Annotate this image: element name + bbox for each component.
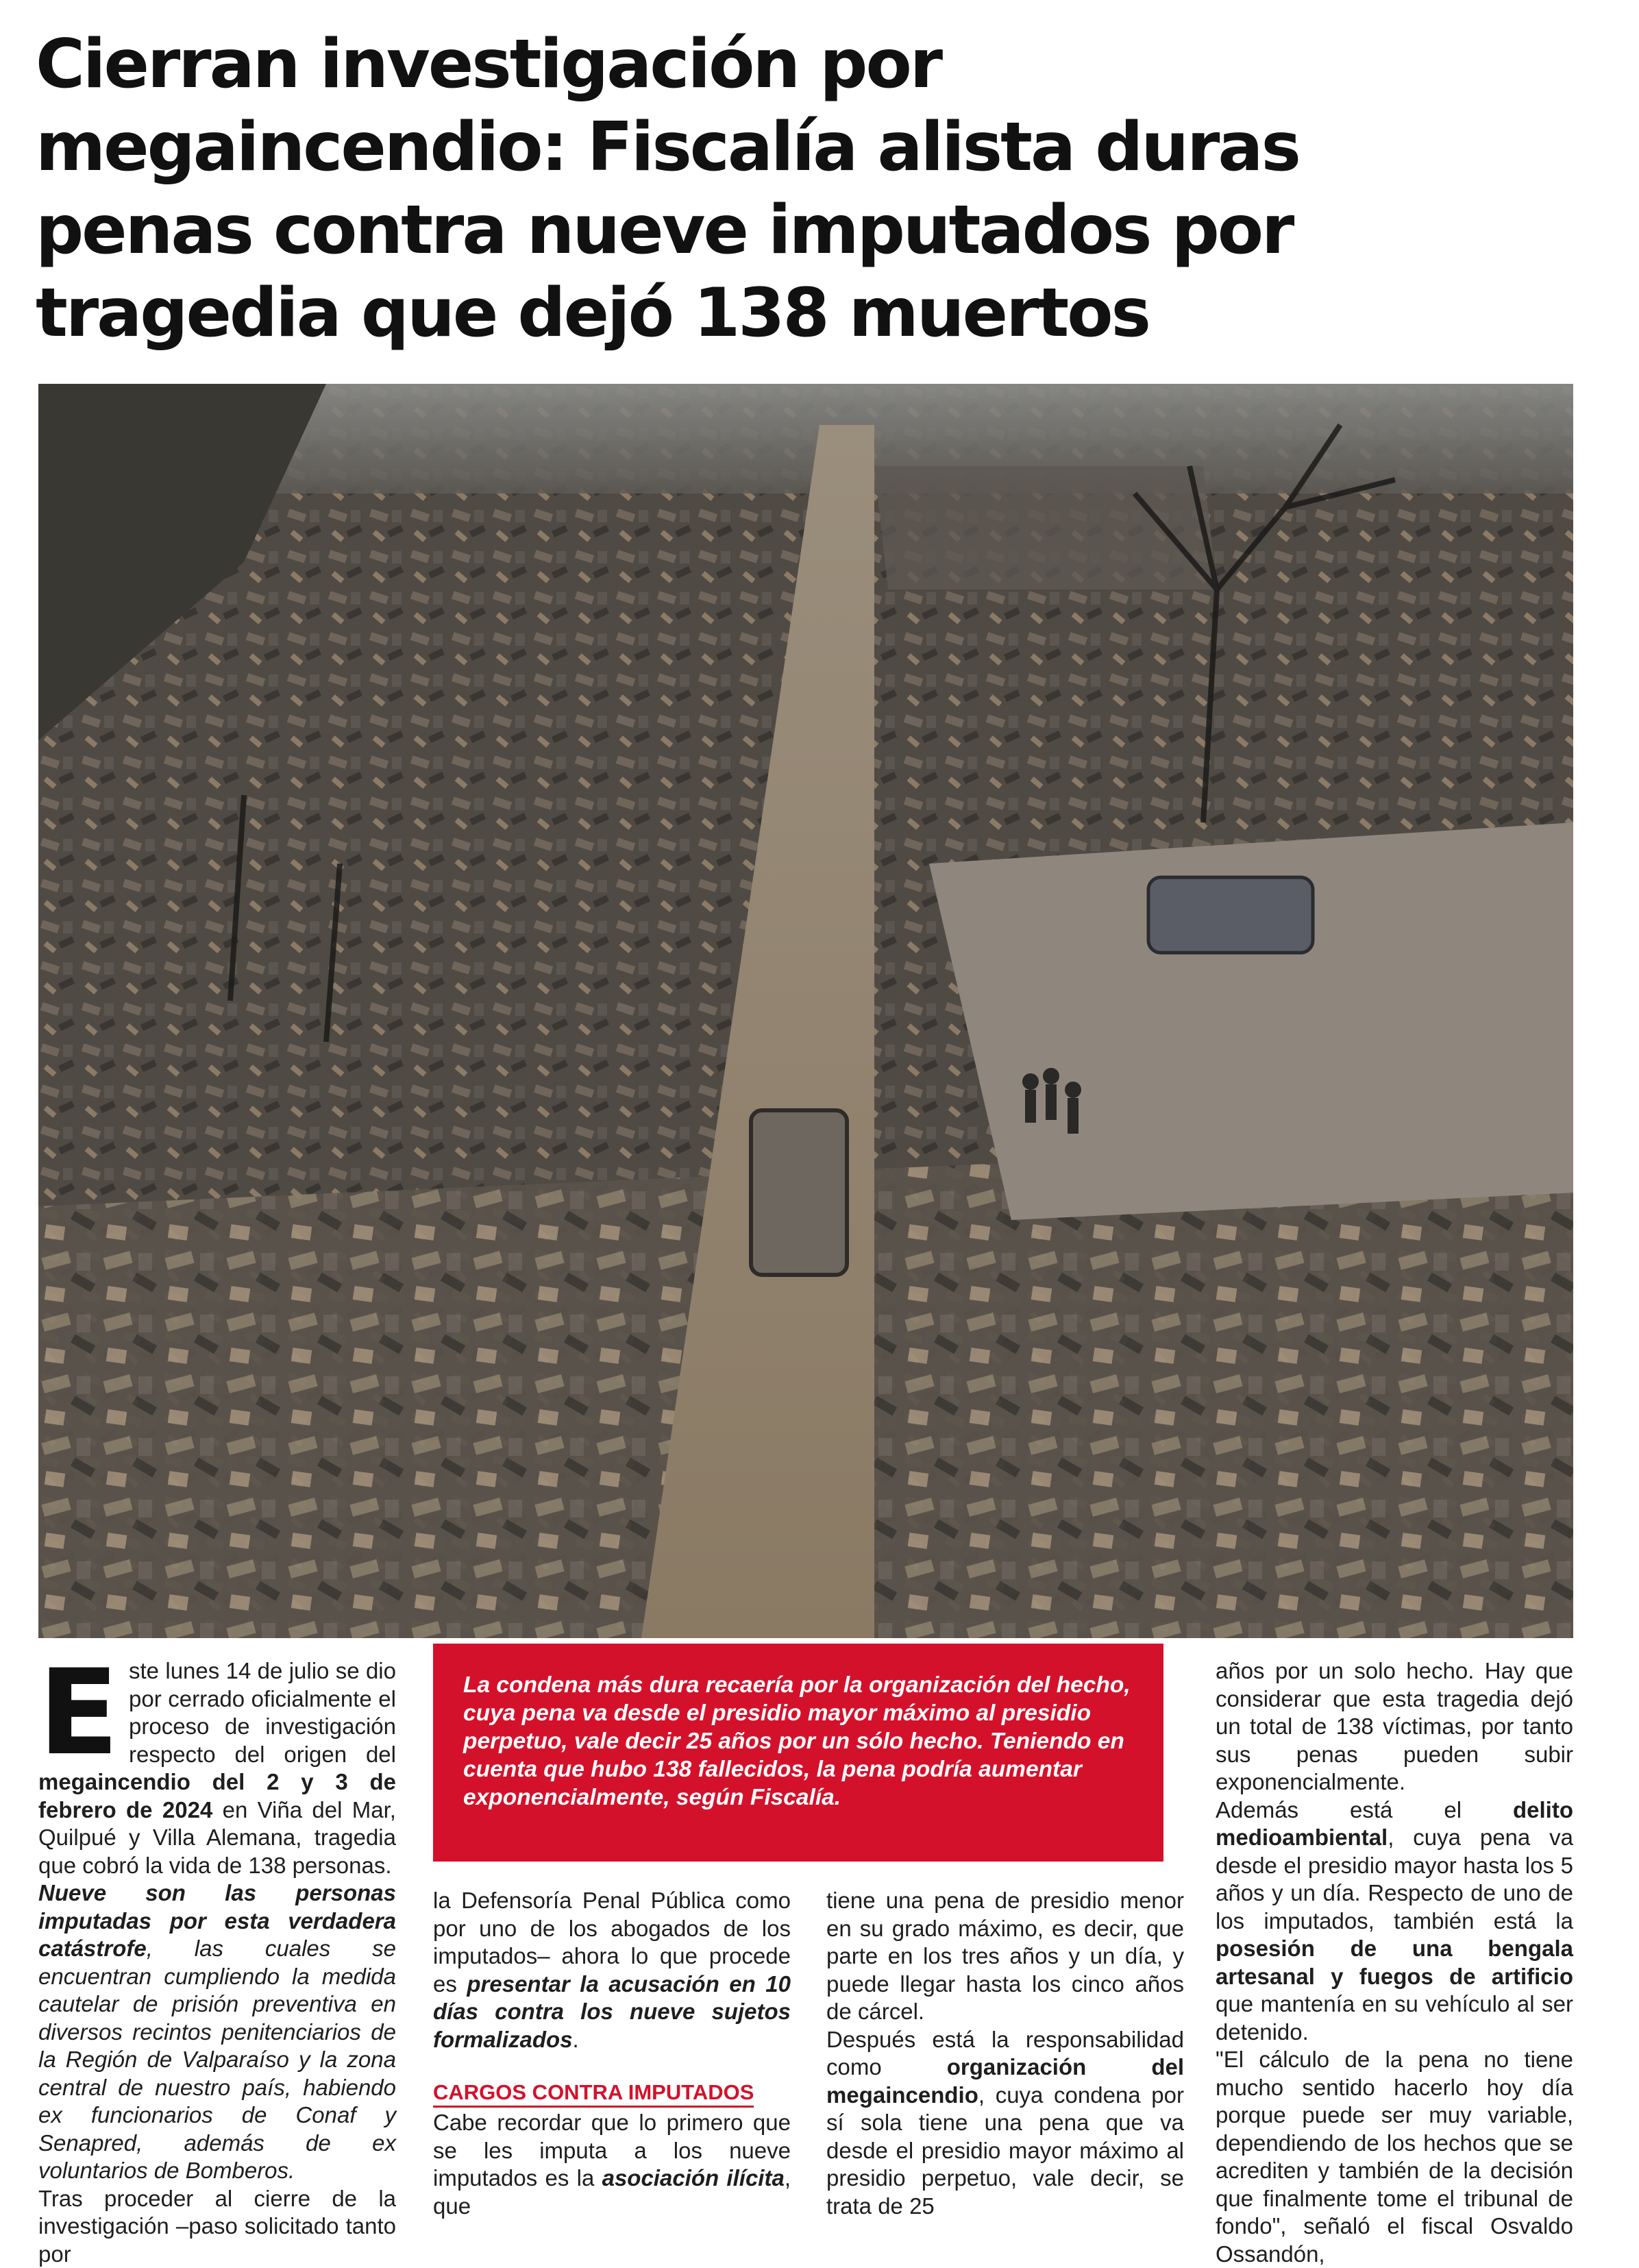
pull-quote-box — [433, 1644, 1163, 1862]
article-column-2 — [433, 1887, 791, 2220]
article-paragraph: "El cálculo de la pena no tiene mucho sentido hacerlo hoy día porque puede ser muy variable, dependiendo de los hechos que se acrediten y también de la decisión que finalmente tome el tribunal de fondo", señaló el fiscal Osvaldo Ossandón, — [1216, 2046, 1573, 2268]
drop-cap: E — [38, 1661, 119, 1764]
article-paragraph: tiene una pena de presidio menor en su grado máximo, es decir, que parte en los tres años y un día, y puede llegar hasta los cinco años de cárcel. — [826, 1887, 1184, 2026]
article-paragraph: Cabe recordar que lo primero que se les imputa a los nueve imputados es la asociación ilícita, que — [433, 2109, 791, 2220]
pull-quote-text: La condena más dura recaería por la organización del hecho, cuya pena va desde el presidio mayor máximo al presidio perpetuo, vale decir 25 años por un sólo hecho. Teniendo en cuenta que hubo 138 fallecidos, la pena podría aumentar exponencialmente, según Fiscalía. — [463, 1671, 1133, 1812]
article-paragraph: años por un solo hecho. Hay que considerar que esta tragedia dejó un total de 138 víctimas, por tanto sus penas pueden subir exponencialmente. — [1216, 1657, 1573, 1796]
article-column-4 — [1216, 1657, 1573, 2268]
article-paragraph: la Defensoría Penal Pública como por uno de los abogados de los imputados– ahora lo que procede es presentar la acusación en 10 días contra los nueve sujetos formalizados. — [433, 1887, 791, 2053]
article-column-3 — [826, 1887, 1184, 2220]
section-subhead: CARGOS CONTRA IMPUTADOS — [433, 2080, 754, 2108]
headline-line: Cierran investigación por — [36, 23, 1612, 106]
headline — [36, 23, 1612, 355]
article-paragraph: Tras proceder al cierre de la investigación –paso solicitado tanto por — [38, 2185, 396, 2268]
burned-neighborhood-photo — [38, 384, 1573, 1638]
article-column-1 — [38, 1657, 396, 2268]
article-paragraph: Nueve son las personas imputadas por esta verdadera catástrofe, las cuales se encuentran cumpliendo la medida cautelar de prisión preventiva en diversos recintos penitenciarios de la Región de Valparaíso y la zona central de nuestro país, habiendo ex funcionarios de Conaf y Senapred, además de ex voluntarios de Bomberos. — [38, 1879, 396, 2185]
article-paragraph: ste lunes 14 de julio se dio por cerrado oficialmente el proceso de investigación respecto del origen del megaincendio del 2 y 3 de febrero de 2024 en Viña del Mar, Quilpué y Villa Alemana, tragedia que cobró la vida de 138 personas. — [38, 1657, 396, 1879]
headline-line: penas contra nueve imputados por — [36, 189, 1612, 272]
headline-line: megaincendio: Fiscalía alista duras — [36, 106, 1612, 189]
article-paragraph: Después está la responsabilidad como organización del megaincendio, cuya condena por sí sola tiene una pena que va desde el presidio mayor máximo al presidio perpetuo, vale decir, se trata de 25 — [826, 2026, 1184, 2221]
article-paragraph: Además está el delito medioambiental, cuya pena va desde el presidio mayor hasta los 5 años y un día. Respecto de uno de los imputados, también está la posesión de una bengala artesanal y fuegos de artificio que mantenía en su vehículo al ser detenido. — [1216, 1796, 1573, 2047]
photo-illustration — [38, 384, 1573, 1638]
headline-line: tragedia que dejó 138 muertos — [36, 272, 1612, 355]
